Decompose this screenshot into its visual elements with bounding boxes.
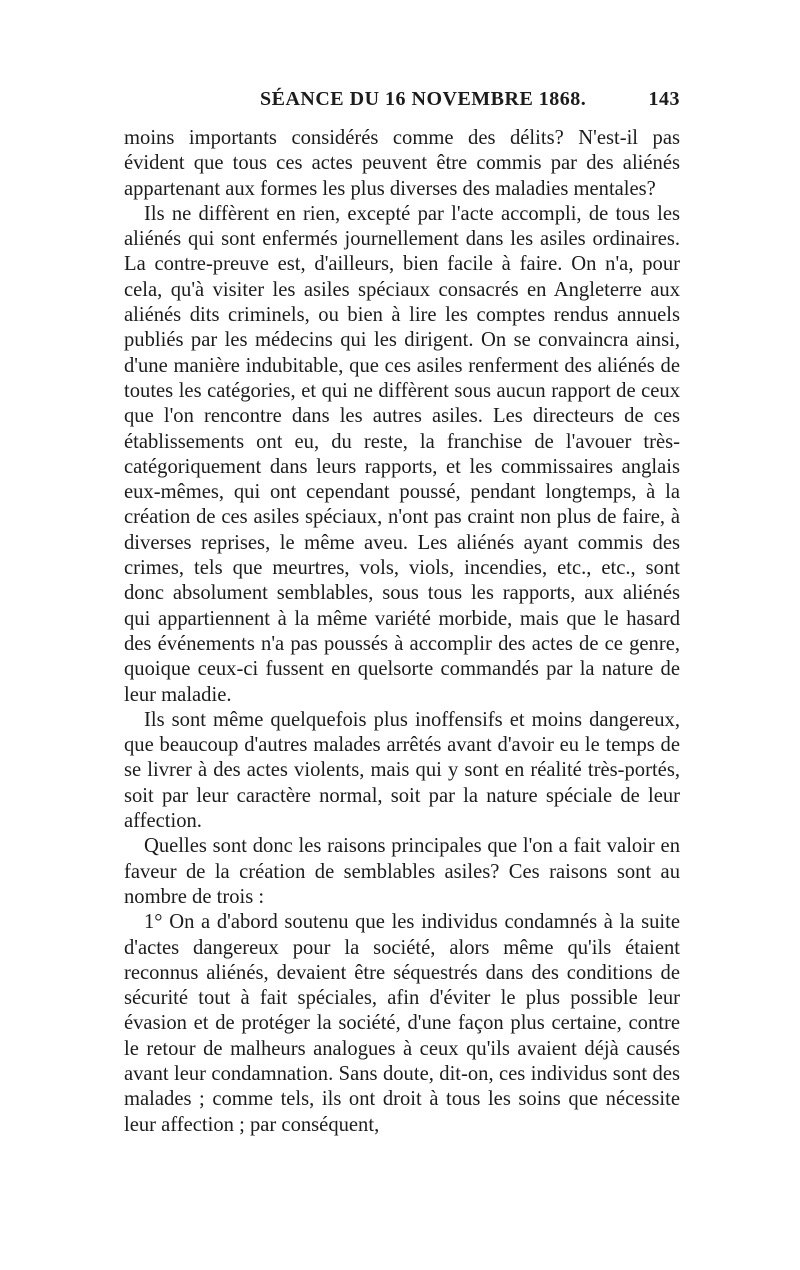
paragraph-2: Ils ne diffèrent en rien, excepté par l'acte accompli, de tous les aliénés qui sont enfermés journellement dans les asiles ordinaires. La contre-preuve est, d'ailleurs, bien facile à faire. On n'a, pour cela, qu'à visiter les asiles spéciaux consacrés en Angleterre aux aliénés dits criminels, ou bien à lire les comptes rendus annuels publiés par les médecins qui les dirigent. On se convaincra ainsi, d'une manière indubitable, que ces asiles renferment des aliénés de toutes les catégories, et qui ne diffèrent sous aucun rapport de ceux que l'on rencontre dans les autres asiles. Les directeurs de ces établissements ont eu, du reste, la franchise de l'avouer très-catégoriquement dans leurs rapports, et les commissaires anglais eux-mêmes, qui ont cependant poussé, pendant longtemps, à la création de ces asiles spéciaux, n'ont pas craint non plus de faire, à diverses reprises, le même aveu. Les aliénés ayant commis des crimes, tels que meurtres, vols, viols, incendies, etc., etc., sont donc absolument semblables, sous tous les rapports, aux aliénés qui appartiennent à la même variété morbide, mais que le hasard des événements n'a pas poussés à accomplir des actes de ce genre, quoique ceux-ci fussent en quelsorte commandés par la nature de leur maladie. — [124, 202, 680, 706]
paragraph-5: 1° On a d'abord soutenu que les individus condamnés à la suite d'actes dangereux pour la société, alors même qu'ils étaient reconnus aliénés, devaient être séquestrés dans des conditions de sécurité tout à fait spéciales, afin d'éviter le plus possible leur évasion et de protéger la société, d'une façon plus certaine, contre le retour de malheurs analogues à ceux qu'ils avaient déjà causés avant leur condamnation. Sans doute, dit-on, ces individus sont des malades ; comme tels, ils ont droit à tous les soins que nécessite leur affection ; par conséquent, — [124, 911, 680, 1136]
page-header — [124, 88, 680, 116]
body-text — [124, 126, 680, 1138]
page-number: 143 — [648, 88, 680, 110]
paragraph-1: moins importants considérés comme des délits? N'est-il pas évident que tous ces actes peuvent être commis par des aliénés appartenant aux formes les plus diverses des maladies mentales? — [124, 127, 680, 200]
running-title: SÉANCE DU 16 NOVEMBRE 1868. — [260, 88, 587, 110]
paragraph-4: Quelles sont donc les raisons principales que l'on a fait valoir en faveur de la création de semblables asiles? Ces raisons sont au nombre de trois : — [124, 835, 680, 908]
paragraph-3: Ils sont même quelquefois plus inoffensifs et moins dangereux, que beaucoup d'autres malades arrêtés avant d'avoir eu le temps de se livrer à des actes violents, mais qui y sont en réalité très-portés, soit par leur caractère normal, soit par la nature spéciale de leur affection. — [124, 708, 680, 833]
